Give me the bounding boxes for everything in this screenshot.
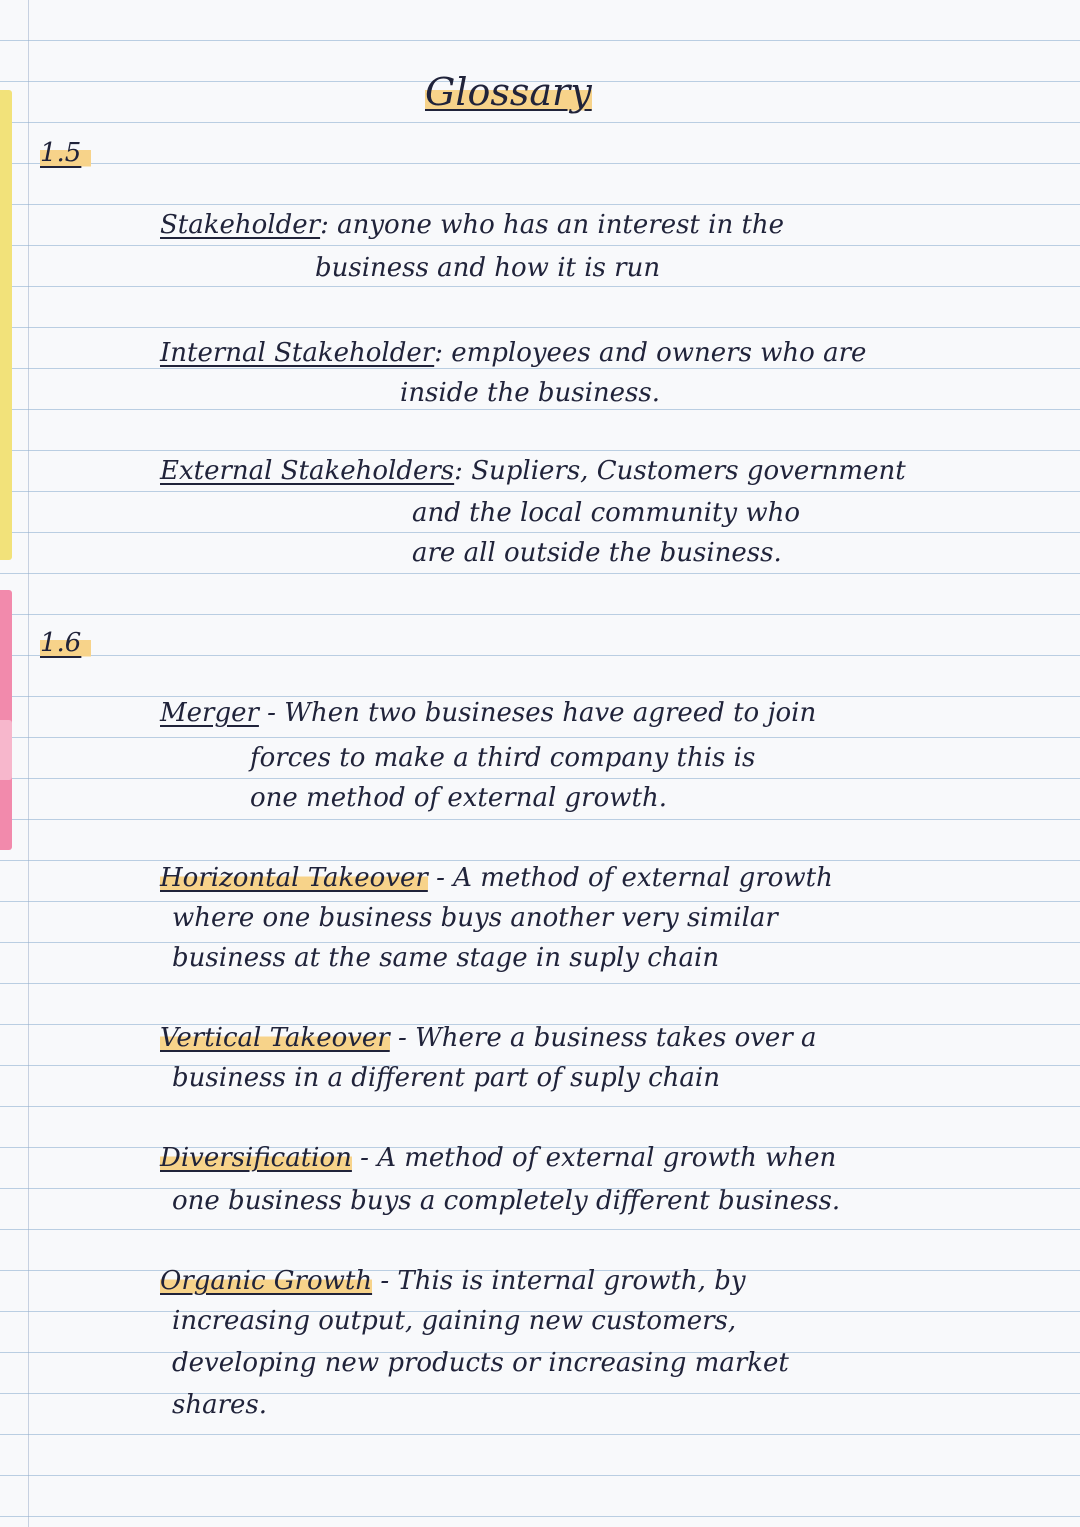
- entry-organic-line-1: Organic Growth - This is internal growth, by: [160, 1266, 746, 1296]
- pink-tab-light: [0, 720, 12, 780]
- entry-organic-line-4: shares.: [172, 1390, 268, 1420]
- entry-diversification-line-1: Diversification - A method of external growth when: [160, 1143, 837, 1173]
- term-diversification: Diversification: [160, 1143, 352, 1173]
- entry-stakeholder-line-1: Stakeholder: anyone who has an interest in the: [160, 210, 785, 240]
- term-vertical-takeover: Vertical Takeover: [160, 1023, 390, 1053]
- term-merger: Merger: [160, 698, 259, 728]
- entry-stakeholder-line-2: business and how it is run: [315, 253, 661, 283]
- entry-horizontal-line-3: business at the same stage in suply chain: [172, 943, 720, 973]
- term-horizontal-takeover: Horizontal Takeover: [160, 863, 428, 893]
- entry-vertical-line-1: Vertical Takeover - Where a business takes over a: [160, 1023, 817, 1053]
- entry-merger-line-2: forces to make a third company this is: [250, 743, 756, 773]
- entry-vertical-line-2: business in a different part of suply chain: [172, 1063, 720, 1093]
- entry-internal-line-1: Internal Stakeholder: employees and owners who are: [160, 338, 867, 368]
- entry-external-line-2: and the local community who: [412, 498, 800, 528]
- entry-horizontal-line-2: where one business buys another very similar: [172, 903, 778, 933]
- entry-diversification-line-2: one business buys a completely different business.: [172, 1186, 841, 1216]
- entry-merger-line-1: Merger - When two busineses have agreed to join: [160, 698, 817, 728]
- section-label-1-6: 1.6: [40, 628, 91, 658]
- entry-external-line-3: are all outside the business.: [412, 538, 782, 568]
- entry-organic-line-3: developing new products or increasing market: [172, 1348, 789, 1378]
- section-label-1-5: 1.5: [40, 138, 91, 168]
- margin-line: [28, 0, 29, 1527]
- entry-horizontal-line-1: Horizontal Takeover - A method of external growth: [160, 863, 833, 893]
- term-organic-growth: Organic Growth: [160, 1266, 373, 1296]
- entry-merger-line-3: one method of external growth.: [250, 783, 667, 813]
- term-external-stakeholders: External Stakeholders: [160, 456, 455, 486]
- entry-organic-line-2: increasing output, gaining new customers,: [172, 1306, 737, 1336]
- term-internal-stakeholder: Internal Stakeholder: [160, 338, 435, 368]
- entry-external-line-1: External Stakeholders: Supliers, Customers government: [160, 456, 906, 486]
- page-title: Glossary: [425, 70, 592, 114]
- yellow-tab: [0, 90, 12, 560]
- term-stakeholder: Stakeholder: [160, 210, 321, 240]
- entry-internal-line-2: inside the business.: [400, 378, 660, 408]
- notebook-edge-tabs: [0, 0, 14, 1527]
